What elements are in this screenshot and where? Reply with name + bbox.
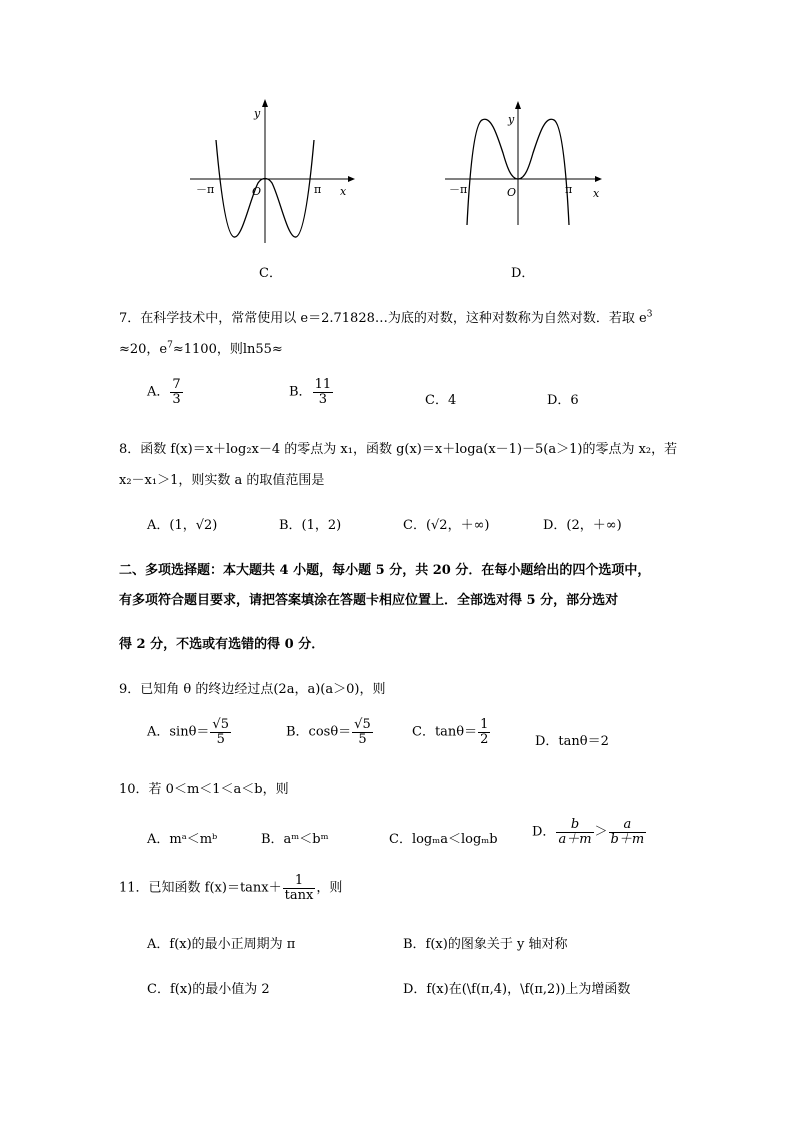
q11-stem: [119, 874, 342, 902]
q11-stem-num: 1: [283, 874, 316, 889]
q10-d-den2: b＋m: [610, 831, 645, 847]
q10-option-c[interactable]: C．logₘa＜logₘb: [389, 832, 498, 847]
x-arrow-icon: [348, 176, 355, 182]
q7-a-label: A．: [147, 384, 170, 400]
q10-d-pre: D．: [532, 824, 556, 840]
origin-label: O: [507, 186, 517, 199]
q10-option-d[interactable]: [532, 818, 647, 846]
q7-line2-a: ≈20，e: [119, 342, 168, 357]
q9-option-a[interactable]: [147, 718, 232, 746]
x-arrow-icon: [595, 176, 602, 182]
y-arrow-icon: [262, 99, 268, 107]
q9-b-fraction: [352, 718, 373, 746]
q11-stem-pre: 11．已知函数 f(x)＝tanx＋: [119, 880, 282, 896]
neg-pi-label: －π: [449, 183, 468, 196]
q9-a-num: √5: [212, 717, 229, 732]
q11-option-d[interactable]: D．f(x)在(\f(π,4)，\f(π,2))上为增函数: [403, 982, 631, 997]
q10-d-fraction-2: [609, 818, 647, 846]
q7-a-den: 3: [172, 391, 181, 407]
q9-a-pre: A．sinθ＝: [147, 724, 210, 740]
q7-line2-b: ≈1100，则ln55≈: [172, 342, 283, 357]
q10-d-den1: a＋m: [558, 831, 592, 847]
q9-c-den: 2: [480, 731, 489, 747]
y-arrow-icon: [515, 101, 521, 109]
q7-a-fraction: [170, 378, 182, 406]
pi-label: π: [314, 183, 322, 196]
graph-d: [445, 95, 615, 255]
x-label: x: [593, 187, 600, 200]
q10-d-num1: b: [556, 818, 593, 833]
q11-stem-fraction: [283, 874, 316, 902]
origin-label: O: [252, 185, 262, 198]
q9-a-den: 5: [216, 731, 225, 747]
q7-option-b[interactable]: [289, 378, 334, 406]
q8-option-b[interactable]: B．(1，2): [279, 518, 342, 533]
neg-pi-label: －π: [196, 183, 215, 196]
q10-option-a[interactable]: A．mᵃ＜mᵇ: [147, 832, 218, 847]
q10-option-b[interactable]: B．aᵐ＜bᵐ: [261, 832, 329, 847]
graph-c-svg: [190, 95, 360, 255]
q8-option-d[interactable]: D．(2，＋∞): [543, 518, 622, 533]
graph-d-caption: D．: [511, 266, 535, 281]
q9-b-num: √5: [354, 717, 371, 732]
graph-c-caption: C．: [259, 266, 282, 281]
q10-stem: 10．若 0＜m＜1＜a＜b，则: [119, 782, 289, 797]
y-label: y: [508, 113, 515, 126]
pi-label: π: [565, 183, 573, 196]
q8-option-c[interactable]: C．(√2，＋∞): [403, 518, 490, 533]
y-label: y: [254, 107, 261, 120]
q9-option-c[interactable]: [412, 718, 491, 746]
graph-c: [190, 95, 360, 255]
section2-line2: 有多项符合题目要求，请把答案填涂在答题卡相应位置上．全部选对得 5 分，部分选对: [119, 593, 619, 608]
q7-b-label: B．: [289, 384, 312, 400]
q7-line2-sup: 7: [167, 340, 173, 351]
q9-b-pre: B．cosθ＝: [286, 724, 352, 740]
q9-c-num: 1: [480, 717, 489, 732]
q10-d-num2: a: [609, 818, 647, 833]
q11-option-c[interactable]: C．f(x)的最小值为 2: [147, 982, 270, 997]
q10-d-gt: ＞: [594, 824, 608, 840]
q9-c-pre: C．tanθ＝: [412, 724, 478, 740]
q11-option-a[interactable]: A．f(x)的最小正周期为 π: [147, 937, 296, 952]
section2-line3: 得 2 分，不选或有选错的得 0 分．: [119, 637, 325, 652]
q7-b-den: 3: [318, 391, 327, 407]
q7-line2: [119, 338, 283, 357]
q7-line1-text: 7．在科学技术中，常常使用以 e＝2.71828…为底的对数，这种对数称为自然对数．若取 e: [119, 311, 647, 326]
q9-option-d[interactable]: D．tanθ＝2: [535, 734, 609, 749]
q7-a-num: 7: [172, 377, 181, 392]
q7-option-c[interactable]: C．4: [425, 393, 457, 408]
section2-line1: 二、多项选择题：本大题共 4 小题，每小题 5 分，共 20 分．在每小题给出的四个选项中，: [119, 563, 651, 578]
q9-stem: 9．已知角 θ 的终边经过点(2a，a)(a＞0)，则: [119, 682, 386, 697]
q7-line1: [119, 307, 652, 326]
q7-b-fraction: [313, 378, 334, 406]
x-label: x: [340, 185, 347, 198]
q11-stem-post: ，则: [316, 880, 343, 896]
q7-line1-sup: 3: [646, 309, 653, 320]
q11-stem-den: tanx: [284, 887, 314, 903]
q10-d-fraction-1: [556, 818, 593, 846]
q11-option-b[interactable]: B．f(x)的图象关于 y 轴对称: [403, 937, 568, 952]
q9-a-fraction: [210, 718, 231, 746]
q8-line1: 8．函数 f(x)＝x＋log₂x－4 的零点为 x₁，函数 g(x)＝x＋loga(x－1)－5(a＞1)的零点为 x₂，若: [119, 442, 678, 457]
q9-b-den: 5: [358, 731, 367, 747]
q7-option-a[interactable]: [147, 378, 184, 406]
q7-b-num: 11: [314, 377, 332, 392]
q7-option-d[interactable]: D．6: [547, 393, 579, 408]
q9-option-b[interactable]: [286, 718, 374, 746]
q8-option-a[interactable]: A．(1，√2): [147, 518, 218, 533]
q8-line2: x₂－x₁＞1，则实数 a 的取值范围是: [119, 473, 325, 488]
q9-c-fraction: [478, 718, 490, 746]
graph-d-svg: [445, 95, 615, 255]
